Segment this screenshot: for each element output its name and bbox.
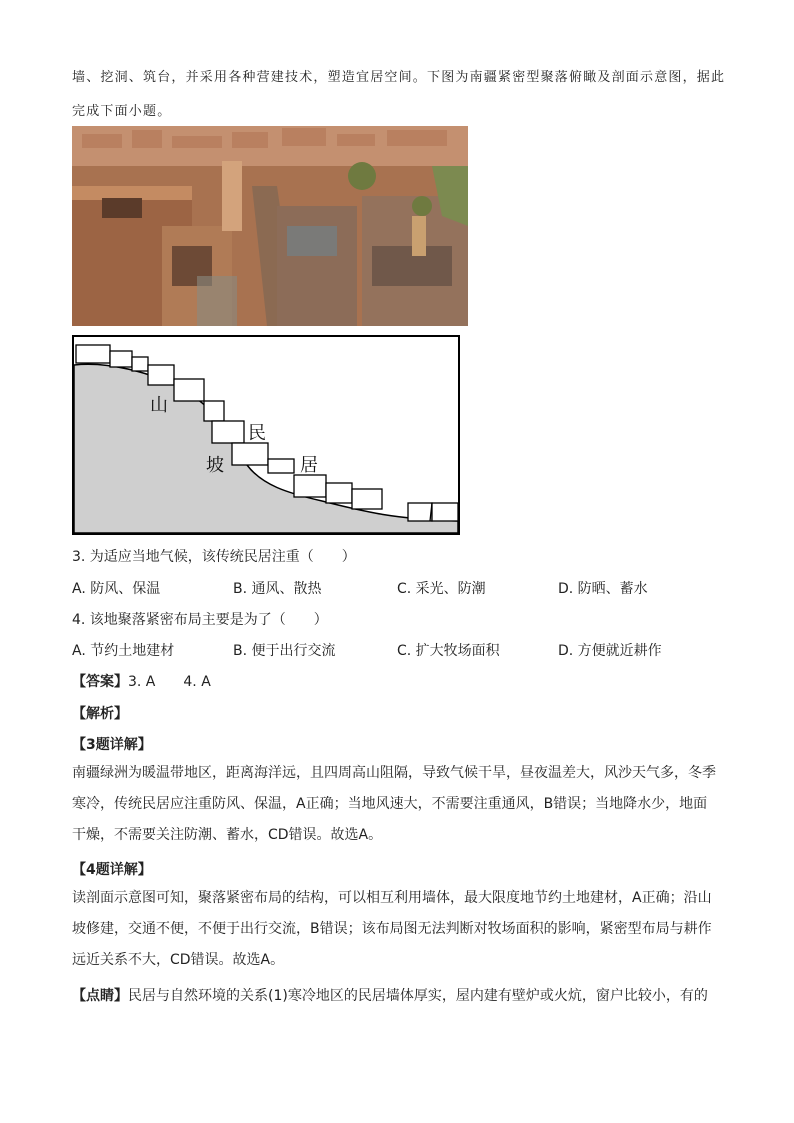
question-4-option-d: D. 方便就近耕作 [558, 643, 662, 659]
question-3-option-d: D. 防晒、蓄水 [558, 581, 648, 597]
question-4-option-b: B. 便于出行交流 [233, 643, 336, 659]
detail-3-line-3: 干燥，不需要关注防潮、蓄水，CD错误。故选A。 [72, 827, 383, 843]
detail-4-tag: 【4题详解】 [72, 862, 152, 878]
aerial-photo-illustration [72, 126, 468, 326]
settlement-aerial-photo [72, 126, 468, 326]
answer-text: 3. A 4. A [128, 674, 211, 690]
label-ju: 居 [300, 455, 318, 476]
question-4-option-a: A. 节约土地建材 [72, 643, 175, 659]
intro-line-1: 墙、挖洞、筑台，并采用各种营建技术，塑造宜居空间。下图为南疆紧密型聚落俯瞰及剖面示意图，据此 [72, 70, 726, 85]
detail-3-line-2: 寒冷，传统民居应注重防风、保温，A正确；当地风速大，不需要注重通风，B错误；当地降水少，地面 [72, 796, 708, 812]
detail-4-line-2: 坡修建，交通不便，不便于出行交流，B错误；该布局图无法判断对牧场面积的影响，紧密型布局与耕作 [72, 921, 712, 937]
answer-line [72, 671, 211, 691]
question-3-option-c: C. 采光、防潮 [397, 581, 486, 597]
detail-3-line-1: 南疆绿洲为暖温带地区，距离海洋远，且四周高山阻隔，导致气候干旱，昼夜温差大，风沙天气多，冬季 [72, 765, 716, 781]
detail-3-tag: 【3题详解】 [72, 737, 152, 753]
tip-line [72, 985, 708, 1005]
detail-3-body [72, 758, 716, 851]
settlement-profile-diagram [72, 335, 460, 535]
label-min: 民 [248, 423, 266, 444]
profile-diagram-svg [72, 335, 460, 535]
label-shan: 山 [150, 395, 168, 416]
answer-tag: 【答案】 [72, 674, 128, 690]
tip-tag: 【点睛】 [72, 988, 128, 1004]
question-3-option-b: B. 通风、散热 [233, 581, 322, 597]
label-po: 坡 [206, 455, 224, 476]
question-4-option-c: C. 扩大牧场面积 [397, 643, 500, 659]
detail-4-line-1: 读剖面示意图可知，聚落紧密布局的结构，可以相互利用墙体，最大限度地节约土地建材，A正确；沿山 [72, 890, 712, 906]
detail-4-body [72, 883, 712, 976]
detail-4-line-3: 远近关系不大，CD错误。故选A。 [72, 952, 285, 968]
question-3-option-a: A. 防风、保温 [72, 581, 161, 597]
analysis-tag: 【解析】 [72, 706, 128, 722]
question-3-stem: 3. 为适应当地气候，该传统民居注重（ ） [72, 549, 356, 565]
question-4-stem: 4. 该地聚落紧密布局主要是为了（ ） [72, 612, 328, 628]
tip-text: 民居与自然环境的关系(1)寒冷地区的民居墙体厚实，屋内建有壁炉或火炕，窗户比较小，有的 [128, 988, 708, 1004]
intro-line-2: 完成下面小题。 [72, 104, 172, 119]
